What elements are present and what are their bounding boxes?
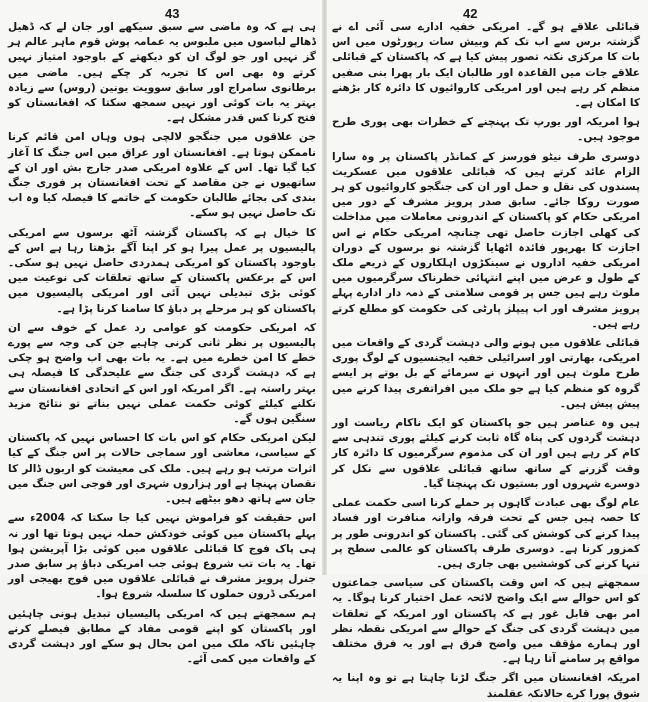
paragraph: اس حقیقت کو فراموش نہیں کیا جا سکتا کہ 2004ء سے پہلے پاکستان میں کوئی خودکش حملہ نہیں ہوتا تھا اور نہ ہی پاک فوج کا قبائلی علاقوں میں کوئی بڑا آپریشن ہوا تھا۔ یہ بات تب شروع ہوئی جب امریکی دباؤ پر سابق صدر جنرل پرویز مشرف نے قبائلی علاقوں میں فوج بھیجی اور امریکی ڈرون حملوں کا سلسلہ شروع ہوا۔	[8, 512, 317, 601]
paragraph: سمجھتے ہیں کہ اس وقت پاکستان کی سیاسی جماعتوں کو اس حوالے سے ایک واضح لائحہ عمل اختیار کرنا ہوگا۔ یہ امر بھی قابل غور ہے کہ پاکستان اور امریکہ کے تعلقات میں دہشت گردی کی جنگ کے حوالے سے امریکی نقطہ نظر اور ہمارے مؤقف میں واضح فرق ہے اور یہ فرق مختلف مواقع پر سامنے آتا رہا ہے۔	[332, 577, 640, 666]
paragraph: ہی ہے کہ وہ ماضی سے سبق سیکھے اور جان لے کہ ڈھیل ڈھالے لباسوں میں ملبوس یہ عمامہ پوش قوم ماہر عالم ہر گز نہیں اور جو لوگ ان کو دیکھتے کے باوجود امتیاز نہیں کرتے وہ بھی اس کا تجربہ کر چکے ہیں۔ ماضی میں برطانوی سامراج اور سابق سوویت یونین (روس) سے زیادہ بہتر یہ بات کوئی اور نہیں سمجھ سکتا کہ افغانستان کو فتح کرنا کس قدر مشکل ہے۔	[8, 21, 316, 125]
paragraph: ہیں وہ عناصر ہیں جو پاکستان کو ایک ناکام ریاست اور دہشت گردوں کی پناہ گاہ ثابت کرنے کیلئے پوری تندہی سے کام کر رہے ہیں اور ان کی مذموم سرگرمیوں کا دائرہ کار وقت گزرنے کے ساتھ ساتھ قبائلی علاقوں سے نکل کر دوسرے شہروں اور بستیوں تک پہنچتا گیا۔	[332, 417, 640, 490]
page-number-right: 42	[463, 6, 478, 21]
paragraph: کا خیال ہے کہ پاکستان گزشتہ آٹھ برسوں سے امریکی پالیسیوں پر عمل پیرا ہو کر اپنا آگے بڑھتا رہا ہے اس کے باوجود پاکستان کو امریکی ہمدردی حاصل نہیں ہو سکی۔ اس کے برعکس پاکستان کے ساتھ تعلقات کی نوعیت میں کوئی بڑی تبدیلی نہیں آئی اور امریکی پالیسیوں میں پاکستان کو ہر مرحلے پر دباؤ کا سامنا کرنا پڑا ہے۔	[8, 226, 316, 315]
paragraph: امریکہ افغانستان میں اگر جنگ لڑنا چاہتا ہے تو وہ اپنا یہ شوق پورا کرے حالانکہ عقلمند	[332, 672, 640, 700]
paragraph: جن علاقوں میں جنگجو لالچی ہوں وہاں امن قائم کرنا ناممکن ہوتا ہے۔ افغانستان اور عراق میں اس جنگ کا آغاز کیا گیا تھا۔ اس کے علاوہ امریکی صدر جارج بش اور ان کے ساتھیوں نے جن مقاصد کے تحت افغانستان پر فوری جنگ بندی کی بجائے طالبان حکومت کے خاتمے کا فیصلہ کیا وہ اب تک حاصل نہیں ہو سکے۔	[8, 131, 316, 220]
right-page-text	[332, 20, 640, 700]
paragraph: قبائلی علاقے ہو گے۔ امریکی خفیہ ادارے سی آئی اے نے گزشتہ برس سے اب تک کم وبیش سات رپورٹوں میں اس بات کا مرکزی نکتہ تصور پیش کیا ہے کہ پاکستان کے قبائلی علاقے جات میں القاعدہ اور طالبان ایک بار پھرا بنی صفیں منظم کر رہے ہیں اور امریکی کاروائیوں کا دائرہ کار بڑھنے کا امکان ہے۔	[332, 21, 640, 110]
paragraph: لیکن امریکی حکام کو اس بات کا احساس نہیں کہ پاکستان کے سیاسی، معاشی اور سماجی حالات پر اس جنگ کے کیا اثرات مرتب ہو رہے ہیں۔ ملک کی معیشت کو اربوں ڈالر کا نقصان پہنچا ہے اور ہزاروں شہری اور فوجی اس جنگ میں جان سے ہاتھ دھو بیٹھے ہیں۔	[8, 432, 316, 506]
left-page-text	[8, 20, 317, 666]
paragraph: عام لوگ بھی عبادت گاہوں پر حملے کرنا اسی حکمت عملی کا حصہ ہیں جس کے تحت فرقہ وارانہ منافرت اور فساد پیدا کرنے کی کوشش کی گئی۔ پاکستان کو اندرونی طور پر کمزور کرنا ہے۔ دوسری طرف پاکستان کو عالمی سطح پر تنہا کرنے کی کوششیں بھی جاری ہیں۔	[332, 497, 640, 570]
paragraph: کہ امریکی حکومت کو عوامی رد عمل کے خوف سے ان پالیسیوں پر نظر ثانی کرنی چاہیے جن کی وجہ سے پورے خطے کا امن خطرے میں ہے۔ یہ بات بھی اب واضح ہو چکی ہے کہ دہشت گردی کی جنگ سے علیحدگی کا فیصلہ ہی بہتر راستہ ہے۔ اگر امریکہ اور اس کے اتحادی افغانستان سے نکلنے کیلئے کوئی حکمت عملی نہیں بناتے تو نتائج مزید سنگین ہوں گے۔	[8, 321, 316, 426]
page-gutter	[322, 0, 327, 575]
paragraph: ہم سمجھتے ہیں کہ امریکی پالیسیاں تبدیل ہونی چاہئیں اور پاکستان کو اپنے قومی مفاد کے مطابق فیصلے کرنے چاہئیں تاکہ ملک میں امن بحال ہو سکے اور دہشت گردی کے واقعات میں کمی آئے۔	[8, 607, 316, 666]
paragraph: دوسری طرف نیٹو فورسز کے کمانڈر پاکستان پر وہ سارا الزام عائد کرتے ہیں کہ قبائلی علاقوں میں عسکریت پسندوں کی نقل و حمل اور ان کی جنگجو کاروائیوں کو ہر صورت روکا جائے۔ سابق صدر پرویز مشرف کے دور میں امریکی حکام کو پاکستان کے اندرونی معاملات میں مداخلت کی کھلی اجازت حاصل تھی چنانچہ امریکی حکام نے اس اجازت کا بھرپور فائدہ اٹھایا گزشتہ نو برسوں کے دوران امریکی خفیہ اداروں نے سینکڑوں اہلکاروں کے ذریعے ملک کے طول و عرض میں اپنے انتہائی خطرناک سرگرمیوں میں ملوث رہے ہیں جس پر قومی سلامتی کے ذمہ دار ادارے پہلے پرویز مشرف اور اب پیپلز پارٹی کی حکومت کو مطلع کرتے رہے ہیں۔	[332, 150, 640, 330]
paragraph: قبائلی علاقوں میں ہونے والی دہشت گردی کے واقعات میں امریکی، بھارتی اور اسرائیلی خفیہ ایجنسیوں کے لوگ پوری طرح ملوث ہیں اور انہوں نے سرمائے کے بل بوتے پر ایسے گروہ کو منظم کیا ہے جو ملک میں افراتفری پیدا کرنے میں پیش پیش ہیں۔	[332, 337, 640, 410]
page-number-left: 43	[165, 6, 180, 21]
paragraph: ہوا امریکہ اور یورپ تک پہنچنے کے خطرات بھی پوری طرح موجود ہیں۔	[332, 116, 640, 144]
